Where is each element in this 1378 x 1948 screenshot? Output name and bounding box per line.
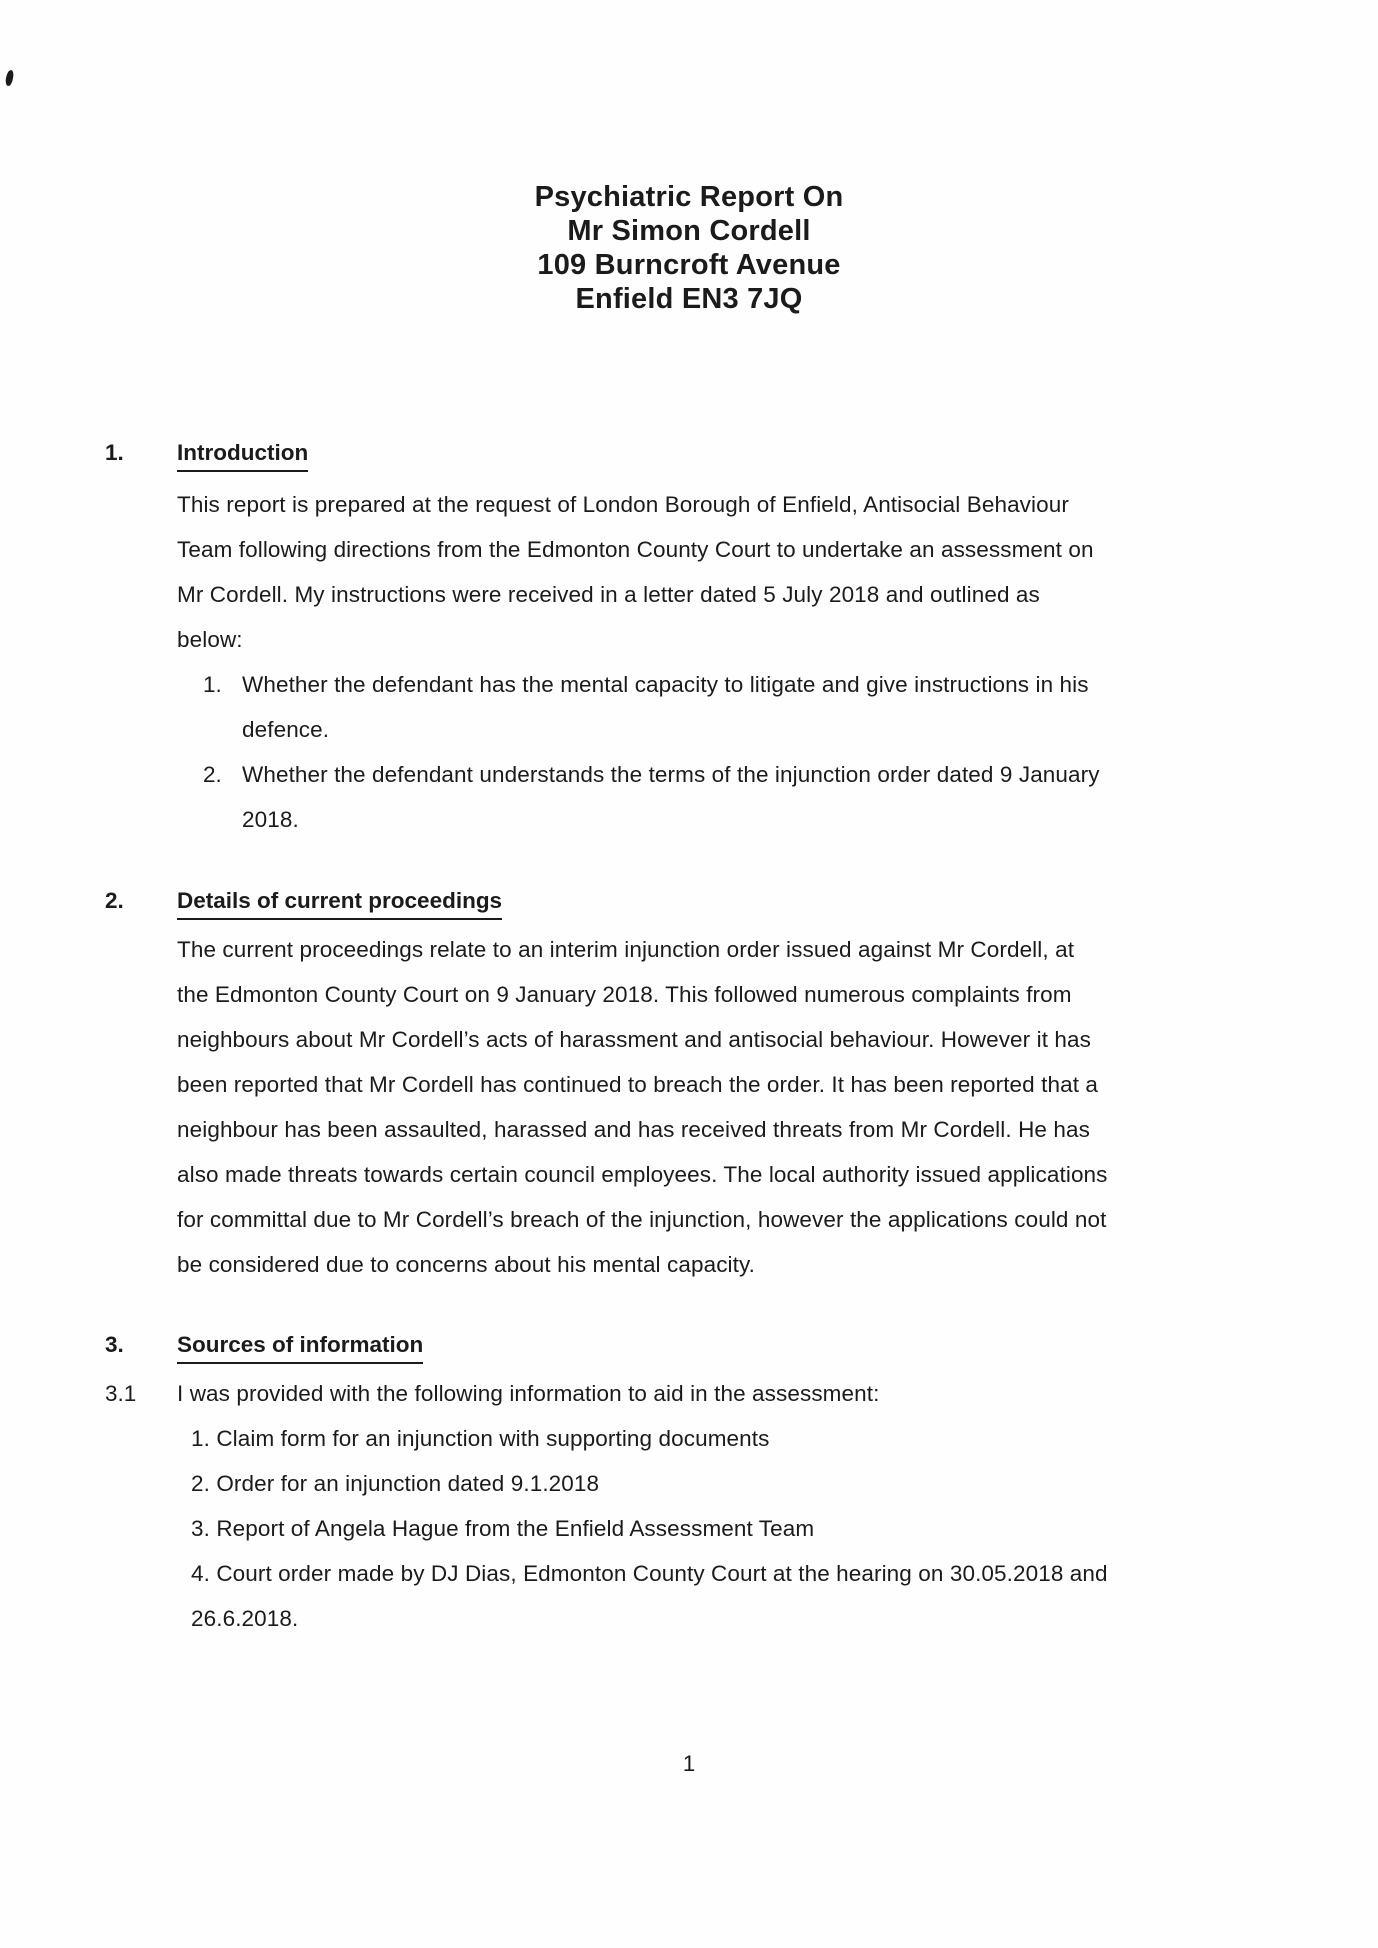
section-heading: Introduction [177,438,308,472]
section-heading: Sources of information [177,1330,423,1364]
source-item: 3. Report of Angela Hague from the Enfield Assessment Team [191,1516,815,1541]
list-item-number: 2. [203,762,222,787]
source-item: 1. Claim form for an injunction with supporting documents [191,1426,770,1451]
paragraph-line: Mr Cordell. My instructions were received in a letter dated 5 July 2018 and outlined as [177,582,1040,607]
sources-list [191,1416,1378,1641]
list-item [203,662,1378,752]
paragraph-line: for committal due to Mr Cordell’s breach of the injunction, however the applications could not [177,1207,1107,1232]
subsection-text: I was provided with the following information to aid in the assessment: [177,1381,880,1406]
title-line: 109 Burncroft Avenue [537,249,841,281]
section-2-heading-row [105,886,1378,920]
list-item-line: Whether the defendant understands the terms of the injunction order dated 9 January [242,762,1100,787]
paragraph-line: neighbour has been assaulted, harassed and has received threats from Mr Cordell. He has [177,1117,1090,1142]
source-item: 2. Order for an injunction dated 9.1.2018 [191,1471,600,1496]
paragraph-line: the Edmonton County Court on 9 January 2018. This followed numerous complaints from [177,982,1072,1007]
list-item-line: defence. [242,717,330,742]
section-number: 1. [105,440,124,465]
title-line: Mr Simon Cordell [567,215,811,247]
paragraph-line: be considered due to concerns about his mental capacity. [177,1252,756,1277]
section-3-heading-row [105,1330,1378,1364]
list-item-text [242,662,1089,752]
list-item-text [242,752,1100,842]
paragraph-line: been reported that Mr Cordell has continued to breach the order. It has been reported that a [177,1072,1099,1097]
section-1-instruction-list [203,662,1378,842]
list-item-number: 1. [203,672,222,697]
list-item [203,752,1378,842]
subsection-number: 3.1 [105,1381,137,1406]
section-1-heading-row [105,438,1378,472]
section-number: 2. [105,888,124,913]
title-line: Enfield EN3 7JQ [575,283,803,315]
paragraph-line: The current proceedings relate to an interim injunction order issued against Mr Cordell, at [177,937,1075,962]
report-title [0,0,1378,316]
section-2-paragraph [177,927,1378,1287]
section-number: 3. [105,1332,124,1357]
paragraph-line: This report is prepared at the request of London Borough of Enfield, Antisocial Behaviour [177,492,1069,517]
list-item-line: 2018. [242,807,299,832]
subsection-3-1 [105,1371,1378,1416]
list-item-line: Whether the defendant has the mental capacity to litigate and give instructions in his [242,672,1089,697]
paragraph-line: neighbours about Mr Cordell’s acts of harassment and antisocial behaviour. However it has [177,1027,1091,1052]
source-item: 4. Court order made by DJ Dias, Edmonton County Court at the hearing on 30.05.2018 and [191,1561,1108,1586]
section-1-paragraph [177,482,1378,662]
title-line: Psychiatric Report On [534,181,844,213]
section-heading: Details of current proceedings [177,886,502,920]
paragraph-line: also made threats towards certain council employees. The local authority issued applications [177,1162,1108,1187]
source-item-continuation: 26.6.2018. [191,1606,299,1631]
paragraph-line: below: [177,627,243,652]
page-number: 1 [682,1751,696,1776]
paragraph-line: Team following directions from the Edmonton County Court to undertake an assessment on [177,537,1094,562]
